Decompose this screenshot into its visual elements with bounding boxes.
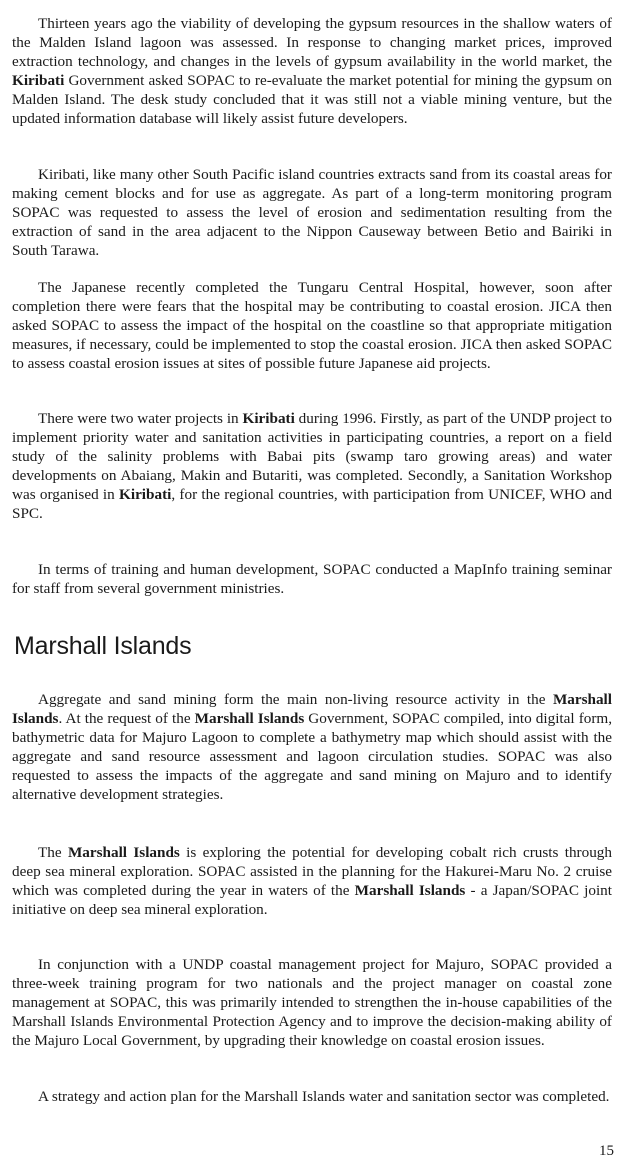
p6-bold-marshall-2: Marshall Islands: [194, 710, 305, 728]
p7-bold-marshall-2: Marshall Islands: [354, 882, 466, 900]
p4-text-b: during 1996. Firstly, as part of the UNDP project to implement priority water and sanitation activities in participating countries, a report on a field study of the salinity problems with Babai pits (swamp taro growing areas) and water developments on Abaiang, Makin and Butariti, was completed. Secondly, a Sanitation Workshop was organised in: [12, 410, 612, 504]
p4-bold-kiribati-1: Kiribati: [242, 410, 295, 427]
p4-text-a: There were two water projects in: [38, 410, 243, 427]
p4-bold-kiribati-2: Kiribati: [119, 486, 172, 504]
p7-bold-marshall-1: Marshall Islands: [67, 844, 180, 861]
p6-text-b: . At the request of the: [58, 710, 195, 728]
page-number: 15: [599, 1143, 614, 1159]
paragraph-aggregate-mining: [12, 690, 612, 805]
paragraph-sand-extraction: Kiribati, like many other South Pacific island countries extracts sand from its coastal areas for making cement blocks and for use as aggregate. As part of a long-term monitoring program SOPAC was requested to assess the level of erosion and sedimentation resulting from the extraction of sand in the area adjacent to the Nippon Causeway between Betio and Bairiki in South Tarawa.: [12, 166, 612, 260]
paragraph-water-projects: [12, 409, 612, 524]
p6-bold-marshall-1: Marshall Islands: [12, 691, 612, 728]
paragraph-mapinfo-training: In terms of training and human development, SOPAC conducted a MapInfo training seminar for staff from several government ministries.: [12, 561, 612, 598]
p1-bold-kiribati: Kiribati: [12, 72, 65, 90]
paragraph-coastal-training: In conjunction with a UNDP coastal management project for Majuro, SOPAC provided a three-week training program for two nationals and the project manager on coastal zone management at SOPAC, this was primarily intended to strengthen the in-house capabilities of the Marshall Islands Environmental Protection Agency and to improve the decision-making ability of the Majuro Local Government, by upgrading their knowledge on coastal erosion issues.: [12, 956, 612, 1050]
paragraph-cobalt-crusts: [12, 843, 612, 919]
p7-text-a: The: [38, 844, 68, 861]
paragraph-water-sanitation-plan: A strategy and action plan for the Marshall Islands water and sanitation sector was completed.: [38, 1088, 610, 1105]
section-heading-marshall-islands: Marshall Islands: [14, 632, 192, 660]
paragraph-malden-gypsum: [12, 14, 612, 129]
p7-text-b: is exploring the potential for developing cobalt rich crusts through deep sea mineral exploration. SOPAC assisted in the planning for the Hakurei-Maru No. 2 cruise which was completed during the year in waters of the: [12, 844, 612, 900]
p1-text-a: Thirteen years ago the viability of developing the gypsum resources in the shallow waters of the Malden Island lagoon was assessed. In response to changing market prices, improved extraction technology, and changes in the levels of gypsum availability in the world market, the: [12, 15, 612, 71]
p6-text-c: Government, SOPAC compiled, into digital form, bathymetric data for Majuro Lagoon to complete a bathymetry map which should assist with the aggregate and sand resource assessment and lagoon circulation studies. SOPAC was also requested to assess the impacts of the aggregate and sand mining on Majuro and to identify alternative development strategies.: [12, 710, 613, 804]
paragraph-tungaru-hospital: The Japanese recently completed the Tungaru Central Hospital, however, soon after completion there were fears that the hospital may be contributing to coastal erosion. JICA then asked SOPAC to assess the impact of the hospital on the coastline so that appropriate mitigation measures, if necessary, could be implemented to stop the coastal erosion. JICA then asked SOPAC to assess coastal erosion issues at sites of possible future Japanese aid projects.: [12, 279, 612, 373]
p1-text-b: Government asked SOPAC to re-evaluate the market potential for mining the gypsum on Malden Island. The desk study concluded that it was still not a viable mining venture, but the updated information database will likely assist future developers.: [12, 72, 612, 128]
p4-text-c: , for the regional countries, with participation from UNICEF, WHO and SPC.: [12, 486, 612, 523]
p6-text-a: Aggregate and sand mining form the main non-living resource activity in the: [38, 691, 553, 708]
p7-text-c: - a Japan/SOPAC joint initiative on deep sea mineral exploration.: [12, 882, 612, 919]
